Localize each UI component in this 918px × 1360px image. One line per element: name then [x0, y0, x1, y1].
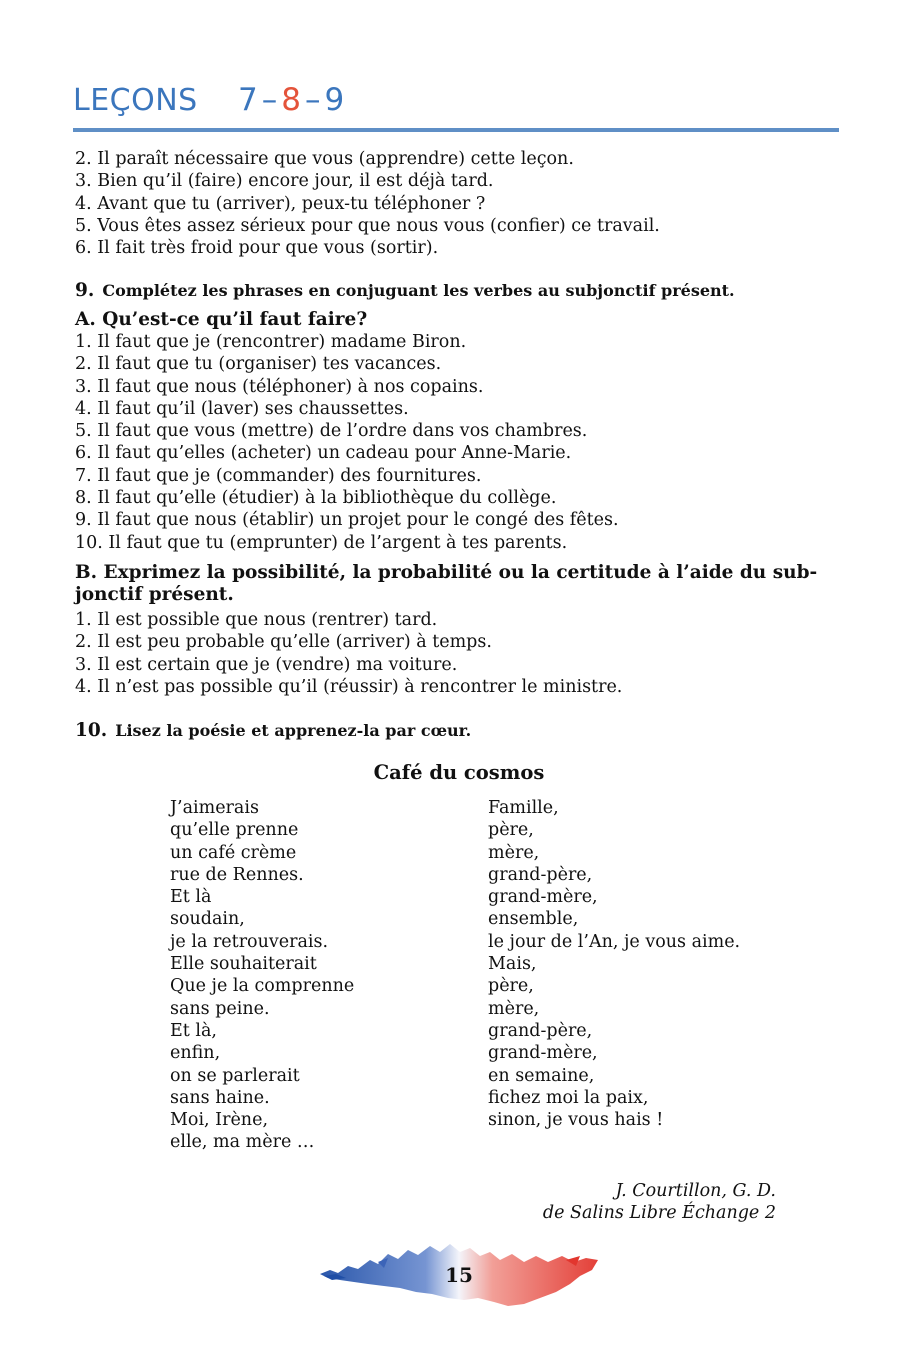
- continued-exercise-list: [75, 148, 845, 259]
- poem-line: Et là: [170, 887, 212, 908]
- exercise-line: 3. Bien qu’il (faire) encore jour, il est déjà tard.: [75, 171, 494, 192]
- exercise-line: 1. Il est possible que nous (rentrer) tard.: [75, 610, 438, 630]
- lesson-header: [73, 82, 839, 132]
- exercise-line: 2. Il est peu probable qu’elle (arriver) à temps.: [75, 632, 492, 653]
- exercise-line: 3. Il faut que nous (téléphoner) à nos copains.: [75, 376, 484, 397]
- exercise-line: 10. Il faut que tu (emprunter) de l’argent à tes parents.: [75, 532, 568, 553]
- lesson-word: LEÇONS: [73, 83, 198, 118]
- poem-line: grand-père,: [488, 864, 593, 885]
- lesson-number-9: 9: [324, 82, 345, 118]
- exercise-line: 4. Il faut qu’il (laver) ses chaussettes.: [75, 398, 409, 419]
- section-b-title-line-2: jonctif présent.: [75, 584, 234, 605]
- poem-line: Mais,: [488, 954, 537, 975]
- lesson-number-8: 8: [281, 82, 301, 118]
- poem-title: Café du cosmos: [373, 761, 545, 784]
- poem-line: sans haine.: [170, 1087, 270, 1108]
- exercise-line: 6. Il faut qu’elles (acheter) un cadeau pour Anne-Marie.: [75, 443, 572, 464]
- poem-line: mère,: [488, 842, 540, 863]
- exercise-line: 5. Vous êtes assez sérieux pour que nous vous (confier) ce travail.: [75, 215, 660, 236]
- poem-line: enfin,: [170, 1043, 221, 1064]
- exercise-line: 2. Il paraît nécessaire que vous (apprendre) cette leçon.: [75, 149, 574, 169]
- poem-line: Famille,: [488, 798, 559, 818]
- poem-credit: [543, 1180, 776, 1224]
- poem-line: un café crème: [170, 842, 297, 863]
- poem-line: on se parlerait: [170, 1065, 300, 1086]
- exercise-10-number: 10.: [75, 720, 108, 741]
- poem-line: qu’elle prenne: [170, 820, 299, 841]
- poem-line: Et là,: [170, 1020, 217, 1041]
- poem-line: je la retrouverais.: [170, 931, 329, 952]
- page-footer: [318, 1240, 600, 1310]
- exercise-9-number: 9.: [75, 280, 95, 301]
- poem-line: le jour de l’An, je vous aime.: [488, 931, 741, 952]
- dash: –: [261, 82, 278, 118]
- credit-line-1: J. Courtillon, G. D.: [615, 1181, 776, 1201]
- poem-right-column: [488, 797, 740, 1131]
- poem-line: père,: [488, 976, 534, 997]
- poem-line: grand-mère,: [488, 1043, 598, 1064]
- poem-line: sans peine.: [170, 998, 270, 1019]
- poem-line: Que je la comprenne: [170, 976, 355, 997]
- section-b-title-line-1: B. Exprimez la possibilité, la probabilité ou la certitude à l’aide du sub-: [75, 562, 818, 583]
- poem-line: mère,: [488, 998, 540, 1019]
- exercise-10-title: Lisez la poésie et apprenez-la par cœur.: [115, 721, 472, 740]
- poem-line: père,: [488, 820, 534, 841]
- exercise-line: 7. Il faut que je (commander) des fournitures.: [75, 465, 482, 486]
- poem-line: grand-mère,: [488, 887, 598, 908]
- section-b: [75, 562, 845, 698]
- exercise-9-title: Complétez les phrases en conjuguant les verbes au subjonctif présent.: [102, 281, 735, 300]
- lesson-numbers: [238, 82, 344, 118]
- exercise-line: 3. Il est certain que je (vendre) ma voiture.: [75, 654, 458, 675]
- page-number: 15: [445, 1263, 473, 1287]
- poem-line: rue de Rennes.: [170, 864, 304, 885]
- poem-left-column: [170, 797, 354, 1154]
- exercise-line: 5. Il faut que vous (mettre) de l’ordre dans vos chambres.: [75, 421, 588, 442]
- section-a: [75, 309, 845, 554]
- poem-line: en semaine,: [488, 1065, 595, 1086]
- poem-line: grand-père,: [488, 1020, 593, 1041]
- exercise-line: 6. Il fait très froid pour que vous (sortir).: [75, 238, 439, 259]
- section-a-title: A. Qu’est-ce qu’il faut faire?: [75, 309, 368, 330]
- exercise-10-heading: [75, 720, 845, 741]
- exercise-line: 1. Il faut que je (rencontrer) madame Biron.: [75, 332, 467, 352]
- poem-line: ensemble,: [488, 909, 579, 930]
- poem-line: fichez moi la paix,: [488, 1087, 649, 1108]
- exercise-line: 4. Il n’est pas possible qu’il (réussir) à rencontrer le ministre.: [75, 676, 623, 697]
- exercise-line: 9. Il faut que nous (établir) un projet pour le congé des fêtes.: [75, 510, 619, 531]
- poem-line: sinon, je vous hais !: [488, 1110, 664, 1131]
- poem-line: Elle souhaiterait: [170, 954, 317, 975]
- lesson-number-7: 7: [238, 82, 258, 118]
- poem-line: soudain,: [170, 909, 245, 930]
- credit-line-2: de Salins Libre Échange 2: [542, 1203, 776, 1223]
- poem-line: Moi, Irène,: [170, 1110, 269, 1131]
- dash: –: [304, 82, 321, 118]
- exercise-line: 2. Il faut que tu (organiser) tes vacances.: [75, 354, 442, 375]
- poem-line: J’aimerais: [170, 798, 259, 818]
- exercise-9-heading: [75, 280, 845, 301]
- exercise-line: 4. Avant que tu (arriver), peux-tu téléphoner ?: [75, 193, 486, 214]
- poem-line: elle, ma mère …: [170, 1132, 315, 1153]
- exercise-line: 8. Il faut qu’elle (étudier) à la bibliothèque du collège.: [75, 488, 557, 509]
